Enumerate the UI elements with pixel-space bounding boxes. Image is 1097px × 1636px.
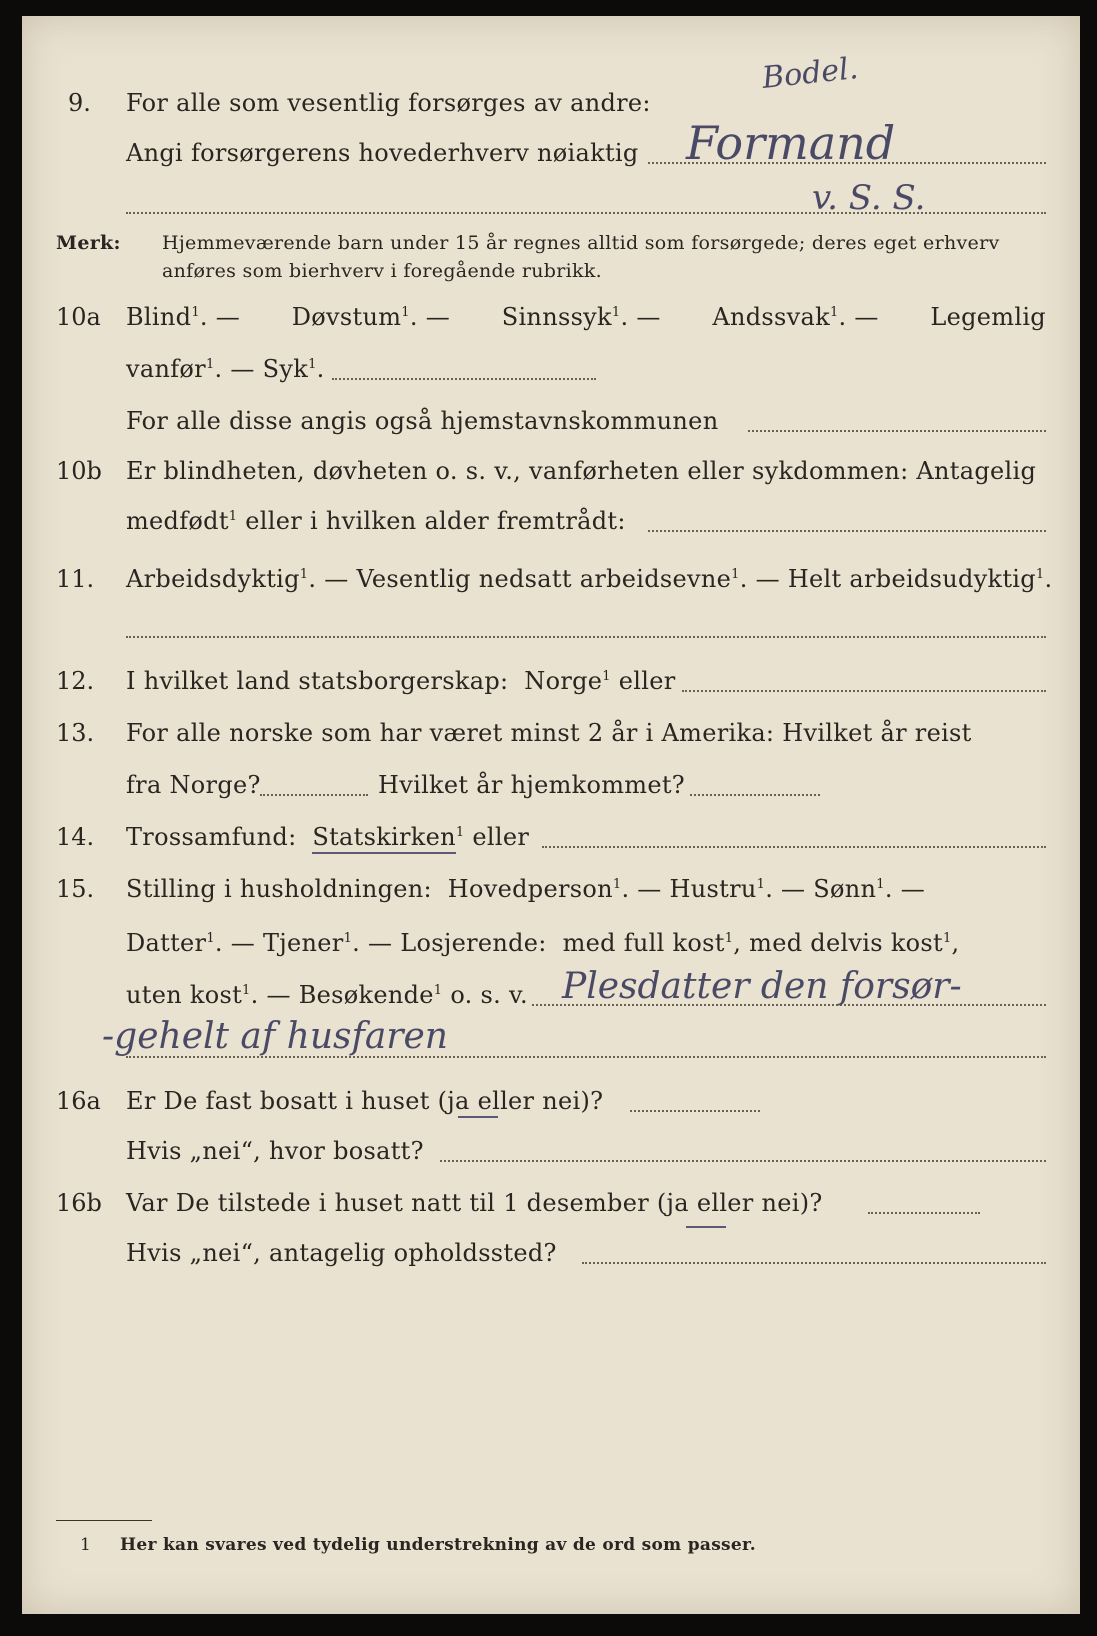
option-sinnssyk: Sinnssyk$^1$. —: [501, 303, 661, 331]
q14-line: Trossamfund: Statskirken$^1$ eller: [126, 822, 529, 852]
q12-answer-line: [682, 690, 1046, 692]
q10b-line1: Er blindheten, døvheten o. s. v., vanførheten eller sykdommen: Antagelig: [126, 457, 1037, 485]
footnote-rule: [56, 1520, 152, 1521]
merk-line2: anføres som bierhverv i foregående rubrikk.: [162, 260, 602, 282]
option-legemlig: Legemlig: [930, 303, 1046, 331]
option-dovstum: Døvstum$^1$. —: [291, 303, 451, 331]
q13-reist-line: [260, 794, 368, 796]
option-blind: Blind$^1$. —: [126, 303, 241, 331]
q9-line1: For alle som vesentlig forsørges av andre:: [126, 89, 651, 117]
q16a-answer-line: [630, 1110, 760, 1112]
q15-line1: Stilling i husholdningen: Hovedperson$^1$. — Hustru$^1$. — Sønn$^1$. —: [126, 875, 926, 903]
q9-handwriting-top: Bodel.: [760, 51, 860, 96]
q10b-answer-line: [648, 530, 1046, 532]
q15-line2: Datter$^1$. — Tjener$^1$. — Losjerende: med full kost$^1$, med delvis kost$^1$,: [126, 929, 960, 957]
q15-number: 15.: [56, 875, 95, 903]
q11-line: Arbeidsdyktig$^1$. — Vesentlig nedsatt arbeidsevne$^1$. — Helt arbeidsudyktig$^1$.: [126, 565, 1053, 593]
q10a-kommune-line: [748, 430, 1046, 432]
q13-line2b: Hvilket år hjemkommet?: [378, 771, 685, 799]
q14-number: 14.: [56, 823, 95, 851]
q16a-line1: Er De fast bosatt i huset (ja eller nei)?: [126, 1087, 604, 1115]
merk-line1: Hjemmeværende barn under 15 år regnes alltid som forsørgede; deres eget erhverv: [162, 232, 1000, 254]
q11-number: 11.: [56, 565, 95, 593]
q13-line1: For alle norske som har været minst 2 år i Amerika: Hvilket år reist: [126, 719, 972, 747]
q10b-line2: medfødt$^1$ eller i hvilken alder fremtrådt:: [126, 507, 626, 535]
q10a-number: 10a: [56, 303, 101, 331]
q16b-opholdssted-line: [582, 1262, 1046, 1264]
q15-handwriting-line2: -gehelt af husfaren: [102, 1016, 448, 1057]
footnote-text: Her kan svares ved tydelig understrekning av de ord som passer.: [120, 1535, 756, 1555]
q16b-line1: Var De tilstede i huset natt til 1 desember (ja eller nei)?: [126, 1189, 823, 1217]
q12-number: 12.: [56, 667, 95, 695]
q16a-line2: Hvis „nei“, hvor bosatt?: [126, 1137, 424, 1165]
footnote-mark: 1: [80, 1535, 92, 1555]
q16b-line2: Hvis „nei“, antagelig opholdssted?: [126, 1239, 557, 1267]
q15-line3: uten kost$^1$. — Besøkende$^1$ o. s. v.: [126, 981, 528, 1009]
q13-line2a: fra Norge?: [126, 771, 261, 799]
q10a-line3: For alle disse angis også hjemstavnskommunen: [126, 407, 719, 435]
q9-handwriting-main: Formand: [686, 116, 896, 170]
q13-hjemkommet-line: [690, 794, 820, 796]
statskirken-underlined: Statskirken: [312, 823, 456, 854]
ja-underline-16b: [686, 1226, 726, 1228]
q16b-answer-line: [868, 1212, 980, 1214]
q9-number: 9.: [68, 89, 91, 117]
q14-answer-line: [542, 846, 1046, 848]
ja-underline-16a: [458, 1116, 498, 1118]
q10a-line1: [126, 302, 1046, 332]
merk-label: Merk:: [56, 232, 121, 254]
q11-answer-line: [126, 636, 1046, 638]
census-form-page: [22, 16, 1080, 1614]
q9-line2: Angi forsørgerens hovederhverv nøiaktig: [126, 139, 639, 167]
q16b-number: 16b: [56, 1189, 102, 1217]
q9-handwriting-bottom: v. S. S.: [812, 178, 926, 218]
q15-handwriting-line1: Plesdatter den forsør-: [562, 966, 962, 1007]
q10a-line2: vanfør$^1$. — Syk$^1$.: [126, 355, 325, 383]
q16a-number: 16a: [56, 1087, 101, 1115]
q13-number: 13.: [56, 719, 95, 747]
q16a-bosatt-line: [440, 1160, 1046, 1162]
q12-line: I hvilket land statsborgerskap: Norge$^1$ eller: [126, 667, 676, 695]
option-andssvak: Andssvak$^1$. —: [712, 303, 879, 331]
q10b-number: 10b: [56, 457, 102, 485]
q10a-syk-line: [332, 378, 596, 380]
